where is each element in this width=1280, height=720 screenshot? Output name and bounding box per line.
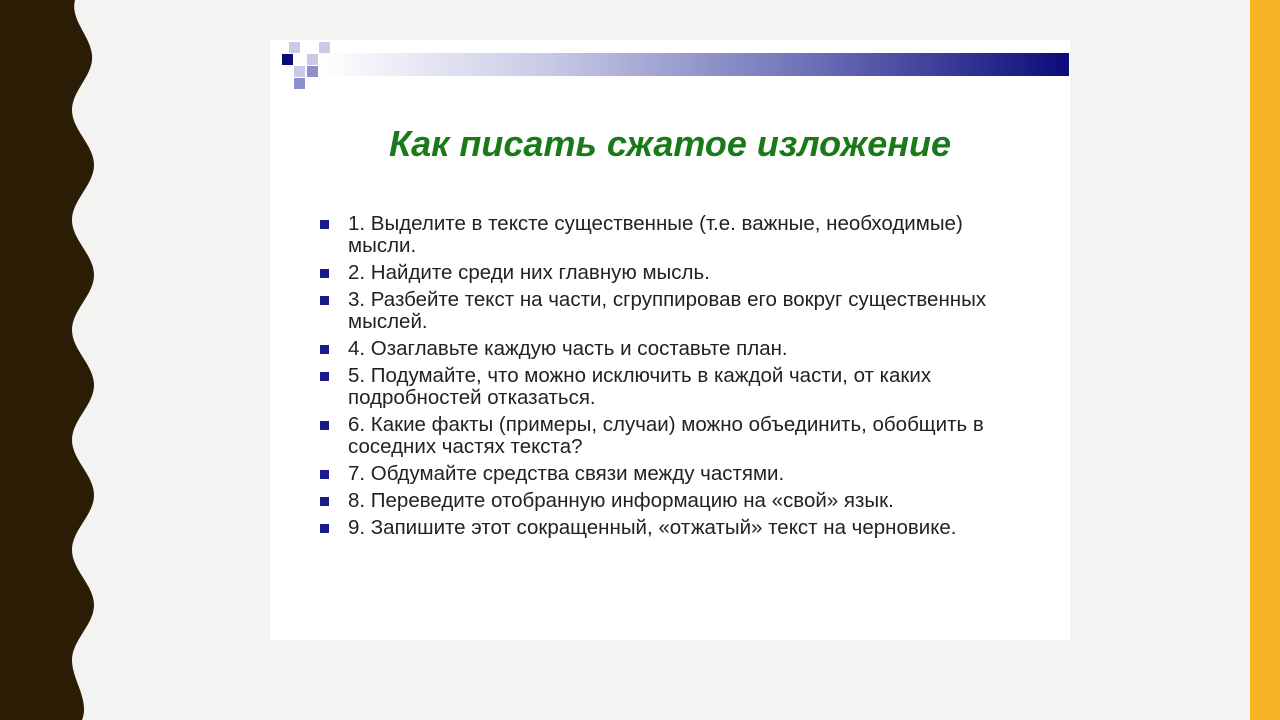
square-bullet-icon [320,497,329,506]
pixel-square [289,42,300,53]
list-item-text: 7. Обдумайте средства связи между частями. [348,462,785,485]
list-item [320,517,1020,539]
pixel-square [294,66,305,77]
list-item-text: 3. Разбейте текст на части, сгруппировав его вокруг существенных мыслей. [348,288,987,333]
list-item-text: 5. Подумайте, что можно исключить в каждой части, от каких подробностей отказаться. [348,364,932,409]
header-gradient-bar [319,53,1069,76]
square-bullet-icon [320,470,329,479]
list-item-text: 1. Выделите в тексте существенные (т.е. важные, необходимые) мысли. [348,212,963,257]
slide-title: Как писать сжатое изложение [389,123,951,164]
square-bullet-icon [320,220,329,229]
list-item [320,414,1020,458]
slide [270,40,1070,640]
pixel-square [294,78,305,89]
square-bullet-icon [320,296,329,305]
pixel-square [282,54,293,65]
pixel-square [307,54,318,65]
pixel-square [307,66,318,77]
list-item [320,262,1020,284]
square-bullet-icon [320,345,329,354]
pixel-square [319,42,330,53]
list-item-text: 8. Переведите отобранную информацию на «свой» язык. [348,489,894,512]
list-item-text: 4. Озаглавьте каждую часть и составьте план. [348,337,788,360]
steps-list [320,213,1020,544]
square-bullet-icon [320,524,329,533]
list-item-text: 2. Найдите среди них главную мысль. [348,261,710,284]
list-item [320,463,1020,485]
list-item [320,338,1020,360]
list-item-text: 9. Запишите этот сокращенный, «отжатый» текст на черновике. [348,516,957,539]
list-item [320,490,1020,512]
square-bullet-icon [320,269,329,278]
list-item [320,213,1020,257]
list-item [320,365,1020,409]
square-bullet-icon [320,372,329,381]
accent-strip [1250,0,1280,720]
square-bullet-icon [320,421,329,430]
left-wave-decoration [0,0,100,720]
list-item [320,289,1020,333]
list-item-text: 6. Какие факты (примеры, случаи) можно объединить, обобщить в соседних частях текста? [348,413,984,458]
